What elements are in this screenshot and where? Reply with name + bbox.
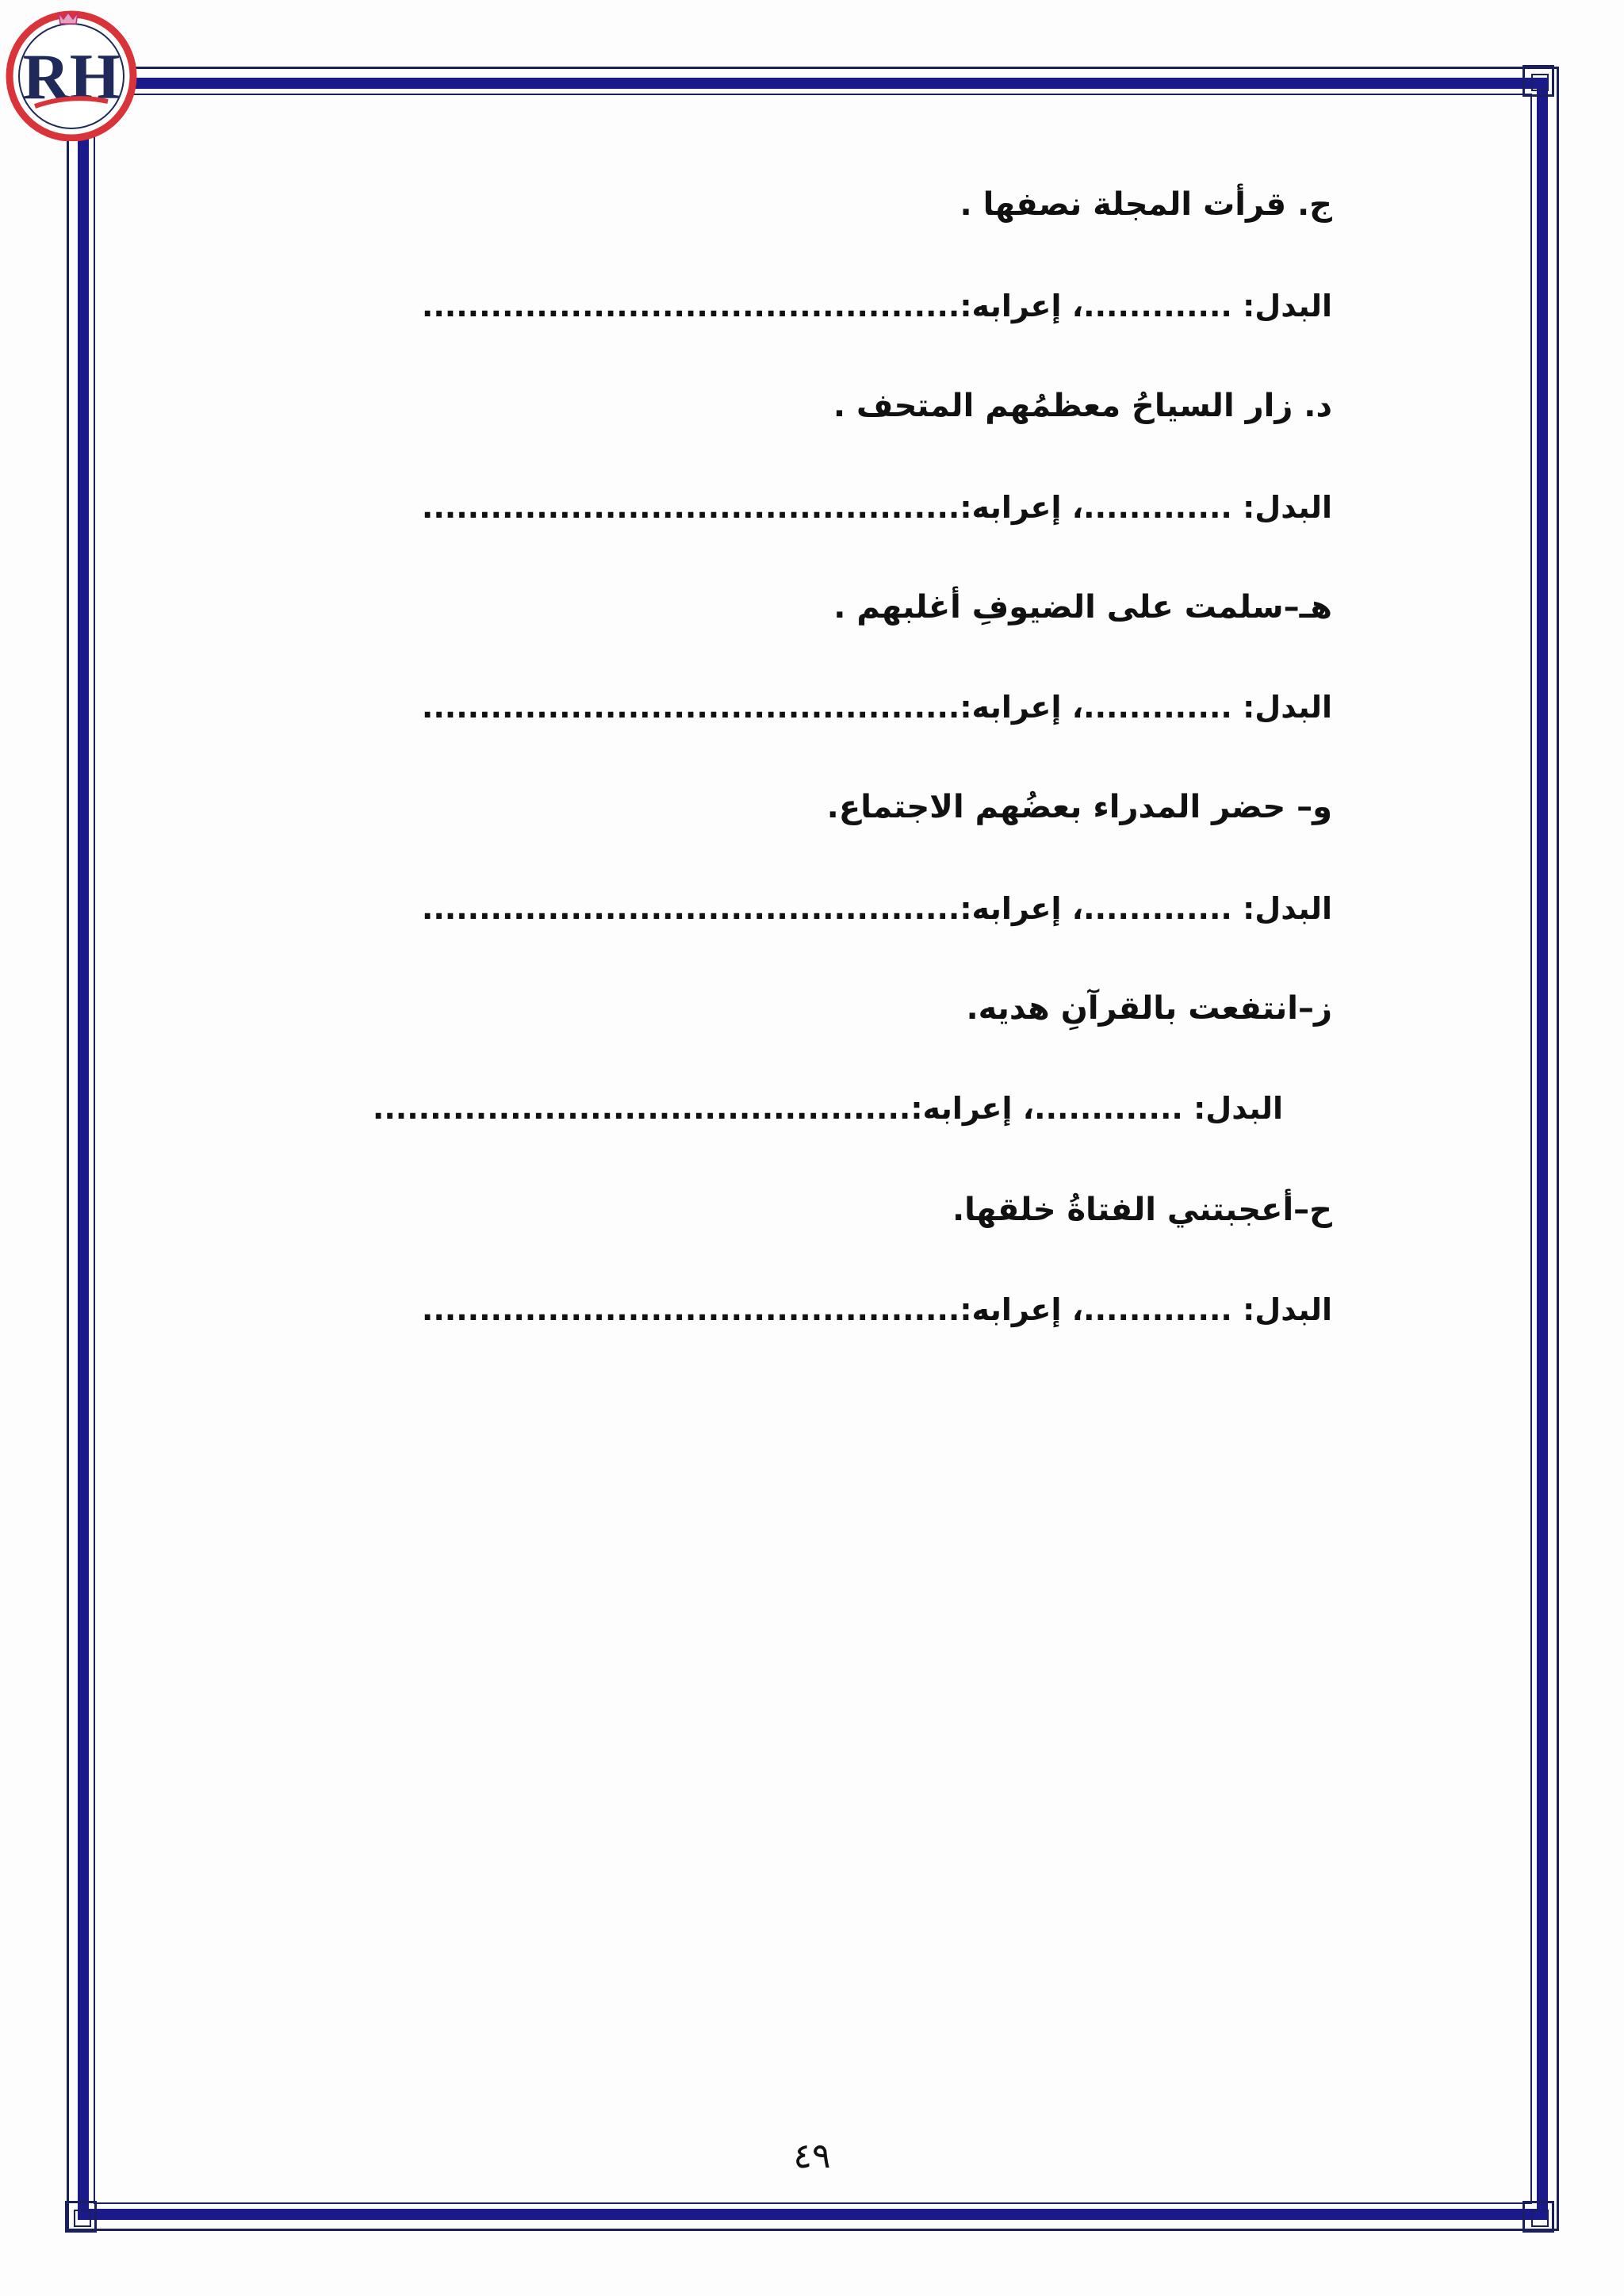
exercise-sentence: ج. قرأت المجلة نصفها .	[959, 186, 1332, 223]
answer-line[interactable]: البدل: .............، إعرابه:...............................................	[421, 490, 1332, 525]
answer-line[interactable]: البدل: .............، إعرابه:...............................................	[421, 289, 1332, 323]
page-number: ٤٩	[793, 2136, 831, 2176]
exercise-sentence: ز–انتفعت بالقرآنِ هديه.	[966, 990, 1332, 1027]
corner-ornament-bottom-left	[65, 2201, 97, 2233]
exercise-sentence: ح–أعجبتني الفتاةُ خلقها.	[952, 1192, 1332, 1228]
exercise-sentence: هـ–سلمت على الضيوفِ أغلبهم .	[833, 589, 1332, 626]
exercise-sentence: د. زار السياحُ معظمُهم المتحف .	[833, 388, 1332, 424]
rh-logo-icon	[3, 5, 140, 141]
answer-line[interactable]: البدل: .............، إعرابه:...............................................	[421, 690, 1332, 725]
answer-line[interactable]: البدل: .............، إعرابه:...............................................	[421, 891, 1332, 926]
exercise-sentence: و– حضر المدراء بعضُهم الاجتماع.	[826, 789, 1332, 825]
corner-ornament-bottom-right	[1522, 2201, 1554, 2233]
answer-line[interactable]: البدل: .............، إعرابه:...............................................	[421, 1292, 1332, 1327]
svg-text:RH: RH	[22, 40, 121, 113]
answer-line[interactable]: البدل: .............، إعرابه:...............................................	[372, 1091, 1283, 1126]
corner-ornament-top-right	[1522, 65, 1554, 97]
